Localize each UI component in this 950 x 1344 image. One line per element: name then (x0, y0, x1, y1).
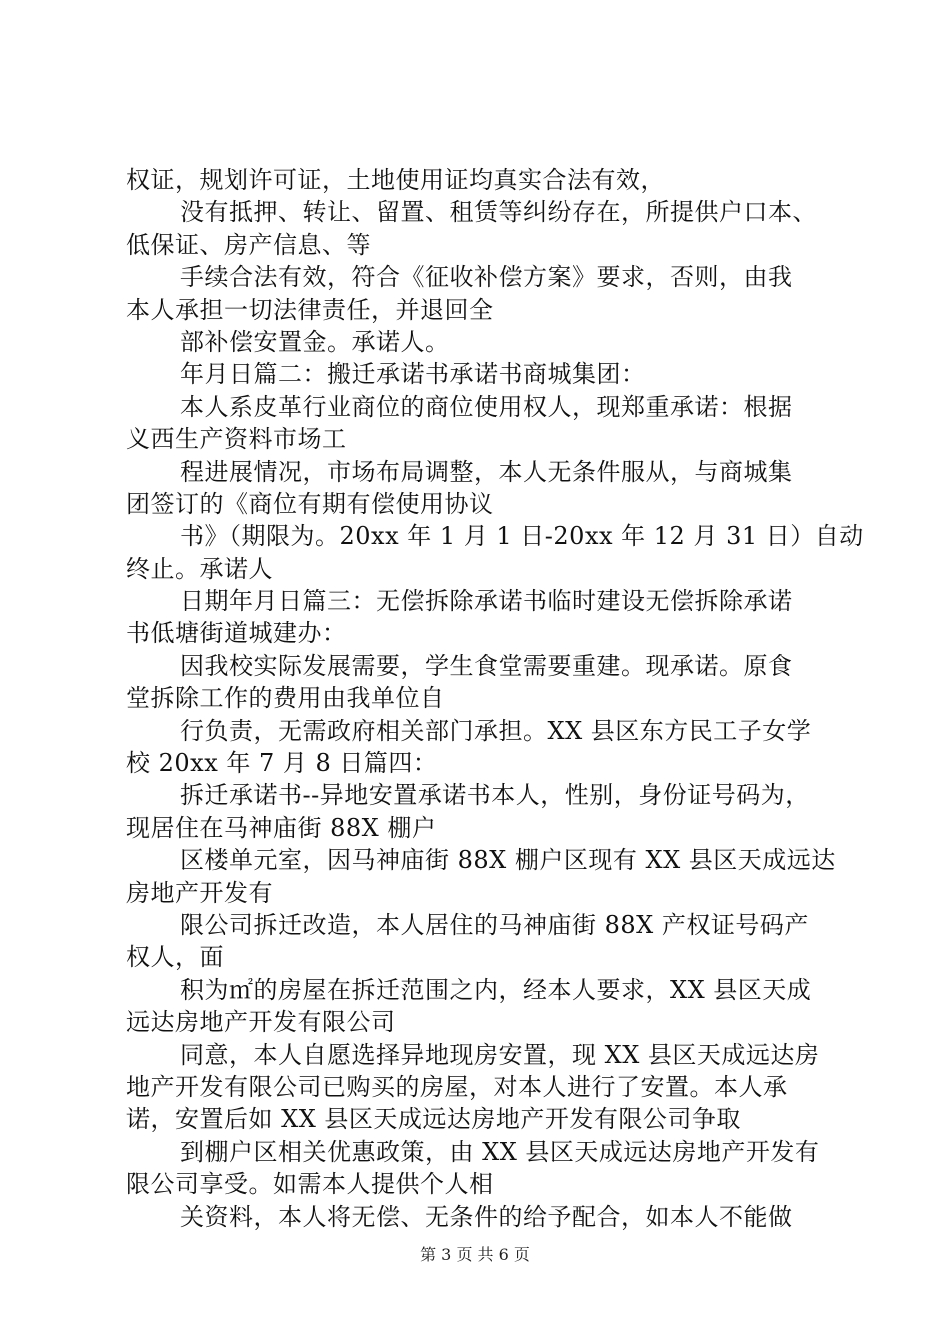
text-line: 没有抵押、转让、留置、租赁等纠纷存在，所提供户口本、 (180, 198, 817, 227)
page-footer: 第 3 页 共 6 页 (420, 1245, 530, 1264)
text-line: 现居住在马神庙街 88X 棚户 (126, 813, 437, 842)
text-line: 区楼单元室，因马神庙街 88X 棚户区现有 XX 县区天成远达 (180, 846, 836, 875)
text-line: 关资料，本人将无偿、无条件的给予配合，如本人不能做 (180, 1202, 793, 1231)
text-line: 手续合法有效，符合《征收补偿方案》要求，否则，由我 (180, 263, 793, 292)
text-line: 同意，本人自愿选择异地现房安置，现 XX 县区天成远达房 (180, 1040, 820, 1069)
text-line: 本人承担一切法律责任，并退回全 (126, 295, 494, 324)
text-line: 堂拆除工作的费用由我单位自 (126, 684, 445, 713)
document-body (126, 164, 864, 1233)
text-line: 团签订的《商位有期有偿使用协议 (126, 489, 494, 518)
text-line: 终止。承诺人 (126, 554, 273, 583)
text-line: 书》（期限为。20xx 年 1 月 1 日-20xx 年 12 月 31 日）自动 (180, 522, 864, 551)
text-line: 远达房地产开发有限公司 (126, 1008, 396, 1037)
text-line: 低保证、房产信息、等 (126, 230, 371, 259)
text-line: 诺，安置后如 XX 县区天成远达房地产开发有限公司争取 (126, 1105, 741, 1134)
text-line: 本人系皮革行业商位的商位使用权人，现郑重承诺：根据 (180, 392, 793, 421)
text-line: 积为㎡的房屋在拆迁范围之内，经本人要求，XX 县区天成 (180, 975, 812, 1004)
text-line: 日期年月日篇三：无偿拆除承诺书临时建设无偿拆除承诺 (180, 587, 793, 616)
text-line: 权人，面 (126, 943, 224, 972)
text-line: 程进展情况，市场布局调整，本人无条件服从，与商城集 (180, 457, 793, 486)
text-line: 因我校实际发展需要，学生食堂需要重建。现承诺。原食 (180, 651, 793, 680)
text-line: 行负责，无需政府相关部门承担。XX 县区东方民工子女学 (180, 716, 812, 745)
text-line: 校 20xx 年 7 月 8 日篇四： (126, 749, 438, 778)
text-line: 年月日篇二：搬迁承诺书承诺书商城集团： (180, 360, 646, 389)
text-line: 限公司拆迁改造，本人居住的马神庙街 88X 产权证号码产 (180, 910, 809, 939)
text-line: 房地产开发有 (126, 878, 273, 907)
text-line: 到棚户区相关优惠政策，由 XX 县区天成远达房地产开发有 (180, 1137, 820, 1166)
text-line: 书低塘街道城建办： (126, 619, 347, 648)
text-line: 权证，规划许可证，土地使用证均真实合法有效， (126, 166, 665, 194)
text-line: 部补偿安置金。承诺人。 (180, 327, 450, 356)
text-line: 限公司享受。如需本人提供个人相 (126, 1170, 494, 1199)
text-line: 地产开发有限公司已购买的房屋，对本人进行了安置。本人承 (126, 1072, 788, 1101)
text-line: 义西生产资料市场工 (126, 425, 347, 454)
text-line: 拆迁承诺书--异地安置承诺书本人，性别，身份证号码为， (180, 781, 810, 810)
